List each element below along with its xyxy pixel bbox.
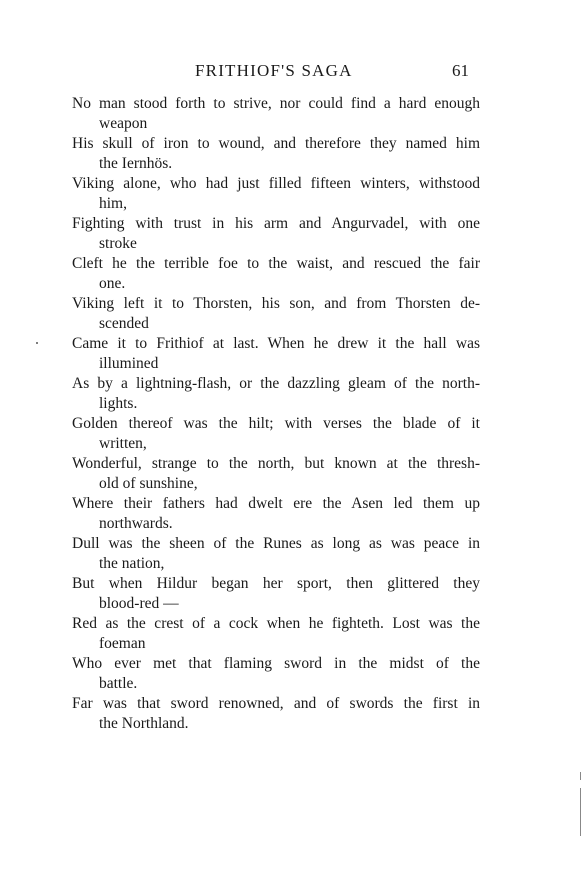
verse-continuation: scended [99,315,149,332]
verse-continuation: the nation, [99,555,165,572]
verse [72,94,480,134]
verse [72,614,480,654]
verse [72,374,480,414]
verse [72,494,480,534]
verse-continuation: the Iernhös. [99,155,173,172]
verse [72,534,480,574]
running-title: FRITHIOF'S SAGA [195,61,353,80]
verse [72,414,480,454]
edge-mark [580,772,581,780]
verse [72,294,480,334]
verse-continuation: one. [99,275,126,292]
verse-line: Cleft he the terrible foe to the waist, and rescued the fair [72,255,480,272]
verse-continuation: old of sunshine, [99,475,198,492]
verse [72,694,480,734]
verse-line: Viking left it to Thorsten, his son, and from Thorsten de- [72,295,480,312]
verse [72,654,480,694]
verse-line: Where their fathers had dwelt ere the Asen led them up [72,495,480,512]
verse-continuation: lights. [99,395,138,412]
verse [72,254,480,294]
verse-line: But when Hildur began her sport, then glittered they [72,575,480,592]
verse-line: His skull of iron to wound, and therefore they named him [72,135,480,152]
verse-line: As by a lightning-flash, or the dazzling gleam of the north- [72,375,480,392]
verse-continuation: weapon [99,115,148,132]
verse-continuation: written, [99,435,147,452]
ink-speck [36,342,38,344]
verse-line: Golden thereof was the hilt; with verses the blade of it [72,415,480,432]
page-edge-marks [580,772,583,842]
verse-line: Dull was the sheen of the Runes as long as was peace in [72,535,480,552]
page-header [0,61,585,85]
verse-continuation: northwards. [99,515,173,532]
verse [72,574,480,614]
verse-line: Who ever met that flaming sword in the midst of the [72,655,480,672]
verse-continuation: battle. [99,675,138,692]
verse-continuation: the Northland. [99,715,189,732]
edge-mark [580,788,581,836]
verse-line: No man stood forth to strive, nor could find a hard enough [72,95,480,112]
verse [72,134,480,174]
verse-continuation: stroke [99,235,137,252]
verse-line: Wonderful, strange to the north, but known at the thresh- [72,455,480,472]
verse-line: Viking alone, who had just filled fifteen winters, withstood [72,175,480,192]
verse-line: Far was that sword renowned, and of swords the first in [72,695,480,712]
verse-line: Red as the crest of a cock when he fighteth. Lost was the [72,615,480,632]
verse-line: Came it to Frithiof at last. When he drew it the hall was [72,335,480,352]
verse-continuation: blood-red — [99,595,179,612]
verse [72,174,480,214]
verse [72,214,480,254]
verse-continuation: illumined [99,355,159,372]
verse-continuation: foeman [99,635,146,652]
verse [72,334,480,374]
verse-line: Fighting with trust in his arm and Angurvadel, with one [72,215,480,232]
verse [72,454,480,494]
verse-continuation: him, [99,195,127,212]
poem-body [72,94,480,734]
page-number: 61 [452,61,469,80]
